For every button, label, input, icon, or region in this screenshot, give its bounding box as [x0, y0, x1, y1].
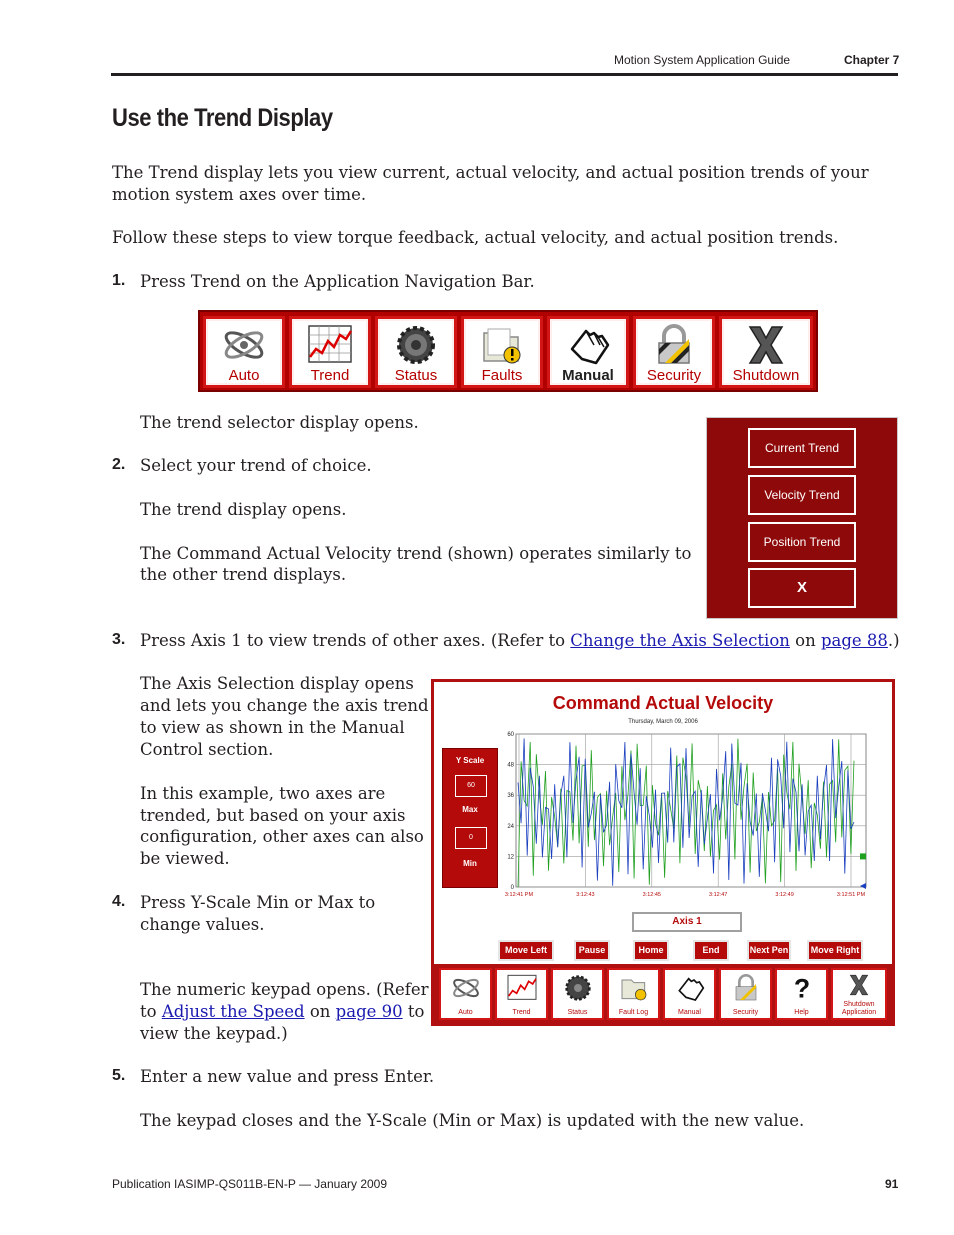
- step-2-note-b: the other trend displays.: [140, 565, 347, 584]
- security-lock-icon: [650, 323, 698, 367]
- mini-nav-manual[interactable]: [663, 968, 716, 1020]
- x-tick-label: 3:12:43: [576, 892, 595, 898]
- mini-nav-label: Manual: [678, 1009, 701, 1016]
- step-3-desc-line: and lets you change the axis trend: [140, 696, 429, 715]
- step-4-pre: to: [140, 1002, 162, 1021]
- auto-icon: [220, 323, 268, 367]
- step-4-number: 4.: [112, 893, 126, 910]
- next-pen-button[interactable]: Next Pen: [747, 940, 791, 961]
- step-3-desc-line: to view as shown in the Manual: [140, 718, 405, 737]
- mini-nav-label: Fault Log: [618, 1009, 649, 1016]
- y-tick-label: 60: [507, 732, 514, 738]
- step-3-desc-line: configuration, other axes can also: [140, 827, 424, 846]
- mini-nav-label: Trend: [512, 1009, 531, 1016]
- step-2-result: The trend display opens.: [140, 500, 347, 519]
- nav-label: Security: [646, 367, 702, 384]
- close-selector-button[interactable]: X: [748, 568, 856, 608]
- step-1-number: 1.: [112, 272, 126, 289]
- nav-label: Faults: [481, 367, 523, 384]
- header-rule: [111, 73, 898, 76]
- y-tick-label: 36: [507, 793, 514, 800]
- series-marker-green: [860, 853, 866, 859]
- y-tick-label: 48: [507, 762, 514, 769]
- step-3-desc-line: trended, but based on your axis: [140, 806, 406, 825]
- move-right-button[interactable]: Move Right: [807, 940, 863, 961]
- trend-title: Command Actual Velocity: [552, 693, 774, 713]
- mini-nav-trend[interactable]: [495, 968, 548, 1020]
- auto-icon: [450, 973, 482, 1003]
- axis-1-button[interactable]: Axis 1: [632, 912, 742, 932]
- mini-nav-label: Shutdown Application: [841, 1001, 877, 1016]
- trend-panel: [434, 682, 892, 964]
- mini-nav-status[interactable]: [551, 968, 604, 1020]
- step-3-desc-line: In this example, two axes are: [140, 784, 386, 803]
- footer-page-number: 91: [885, 1177, 899, 1191]
- mini-nav-fault-log[interactable]: [607, 968, 660, 1020]
- nav-shutdown-button[interactable]: [719, 316, 813, 388]
- mini-nav-auto[interactable]: [439, 968, 492, 1020]
- change-axis-selection-link[interactable]: Change the Axis Selection: [570, 631, 790, 650]
- step-5-text: Enter a new value and press Enter.: [140, 1067, 435, 1086]
- y-scale-label: Y Scale: [455, 756, 485, 765]
- nav-label: Manual: [562, 367, 614, 384]
- nav-label: Status: [394, 367, 438, 384]
- footer-publication: Publication IASIMP-QS011B-EN-P — January 2009: [112, 1177, 388, 1191]
- step-4-desc-2: [140, 1001, 424, 1023]
- pause-button[interactable]: Pause: [574, 940, 610, 961]
- mini-nav-label: Security: [732, 1009, 759, 1016]
- step-2-text: Select your trend of choice.: [140, 456, 372, 475]
- status-gear-icon: [392, 323, 440, 367]
- step-3-desc-line: The Axis Selection display opens: [140, 674, 414, 693]
- intro-paragraph-2: Follow these steps to view torque feedback, actual velocity, and actual position trends.: [112, 228, 839, 247]
- x-tick-label: 3:12:45: [642, 892, 661, 898]
- faults-folder-icon: [478, 323, 526, 367]
- step-5-result: The keypad closes and the Y-Scale (Min or Max) is updated with the new value.: [140, 1111, 805, 1130]
- status-gear-icon: [562, 973, 594, 1003]
- step-4-post: to: [402, 1002, 425, 1021]
- step-1-text: Press Trend on the Application Navigation Bar.: [140, 272, 535, 291]
- adjust-the-speed-link[interactable]: Adjust the Speed: [161, 1002, 305, 1021]
- y-scale-panel: [442, 748, 498, 888]
- command-actual-velocity-screen: [431, 679, 895, 1026]
- y-scale-max-label: Max: [462, 805, 478, 814]
- application-navigation-bar: [198, 310, 818, 392]
- help-icon: [786, 973, 818, 1003]
- x-tick-label: 3:12:47: [709, 892, 728, 898]
- y-scale-min-field[interactable]: 0: [455, 827, 487, 849]
- mini-nav-shutdown[interactable]: [831, 968, 887, 1020]
- mini-nav-help[interactable]: [775, 968, 828, 1020]
- velocity-trend-button[interactable]: Velocity Trend: [748, 475, 856, 515]
- x-tick-label: 3:12:49: [775, 892, 794, 898]
- page-88-link[interactable]: page 88: [820, 631, 888, 650]
- trend-selector-display: [706, 417, 898, 619]
- running-header-guide: Motion System Application Guide: [614, 53, 791, 67]
- position-trend-button[interactable]: Position Trend: [748, 522, 856, 562]
- x-tick-label: 3:12:51 PM: [836, 892, 866, 898]
- mini-nav-label: Auto: [458, 1009, 473, 1016]
- y-scale-min-label: Min: [463, 859, 477, 868]
- current-trend-button[interactable]: Current Trend: [748, 428, 856, 468]
- section-title: Use the Trend Display: [112, 104, 333, 132]
- intro-paragraph-1b: motion system axes over time.: [112, 185, 367, 204]
- end-button[interactable]: End: [693, 940, 729, 961]
- step-3-number: 3.: [112, 631, 126, 648]
- nav-manual-button[interactable]: [547, 316, 629, 388]
- mini-nav-label: Help: [794, 1009, 809, 1016]
- step-4-text-1: Press Y-Scale Min or Max to: [140, 893, 376, 912]
- step-4-text-2: change values.: [140, 915, 265, 934]
- nav-auto-button[interactable]: [203, 316, 285, 388]
- step-2-number: 2.: [112, 456, 126, 473]
- x-tick-label: 3:12:41 PM: [504, 892, 534, 898]
- move-left-button[interactable]: Move Left: [498, 940, 554, 961]
- step-3-text: [140, 630, 900, 652]
- shutdown-x-icon: [843, 973, 875, 997]
- nav-security-button[interactable]: [633, 316, 715, 388]
- mini-nav-label: Status: [567, 1009, 588, 1016]
- fault-log-icon: [618, 973, 650, 1003]
- trend-icon: [306, 323, 354, 367]
- step-1-result: The trend selector display opens.: [140, 413, 419, 432]
- step-4-mid: on: [304, 1002, 336, 1021]
- step-3-desc-line: Control section.: [140, 740, 274, 759]
- step-3-mid: on: [789, 631, 821, 650]
- manual-hand-icon: [564, 323, 612, 367]
- y-tick-label: 24: [507, 823, 514, 830]
- step-3-pre: Press Axis 1 to view trends of other axes. (Refer to: [140, 631, 571, 650]
- trend-icon: [506, 973, 538, 1003]
- step-3-desc-line: be viewed.: [140, 849, 230, 868]
- step-2-note-a: The Command Actual Velocity trend (shown) operates similarly to: [140, 544, 692, 563]
- step-5-number: 5.: [112, 1067, 126, 1084]
- nav-status-button[interactable]: [375, 316, 457, 388]
- page-90-link[interactable]: page 90: [335, 1002, 403, 1021]
- velocity-trend-chart: [500, 728, 880, 904]
- step-3-post: .): [887, 631, 900, 650]
- trend-date: Thursday, March 09, 2006: [628, 719, 698, 725]
- step-4-desc-3: view the keypad.): [140, 1024, 288, 1043]
- home-button[interactable]: Home: [633, 940, 669, 961]
- nav-trend-button[interactable]: [289, 316, 371, 388]
- nav-faults-button[interactable]: [461, 316, 543, 388]
- intro-paragraph-1a: The Trend display lets you view current, actual velocity, and actual position trends of your: [112, 163, 869, 182]
- running-header-chapter: Chapter 7: [844, 53, 900, 67]
- nav-label: Shutdown: [732, 367, 800, 384]
- y-scale-max-field[interactable]: 60: [455, 775, 487, 797]
- manual-hand-icon: [674, 973, 706, 1003]
- mini-nav-security[interactable]: [719, 968, 772, 1020]
- nav-label: Trend: [310, 367, 350, 384]
- shutdown-x-icon: [742, 323, 790, 367]
- y-tick-label: 12: [507, 854, 514, 861]
- y-tick-label: 0: [510, 885, 514, 891]
- step-4-desc-1: The numeric keypad opens. (Refer: [140, 980, 429, 999]
- svg-text:?: ?: [793, 973, 810, 1003]
- nav-label: Auto: [228, 367, 260, 384]
- security-lock-icon: [730, 973, 762, 1003]
